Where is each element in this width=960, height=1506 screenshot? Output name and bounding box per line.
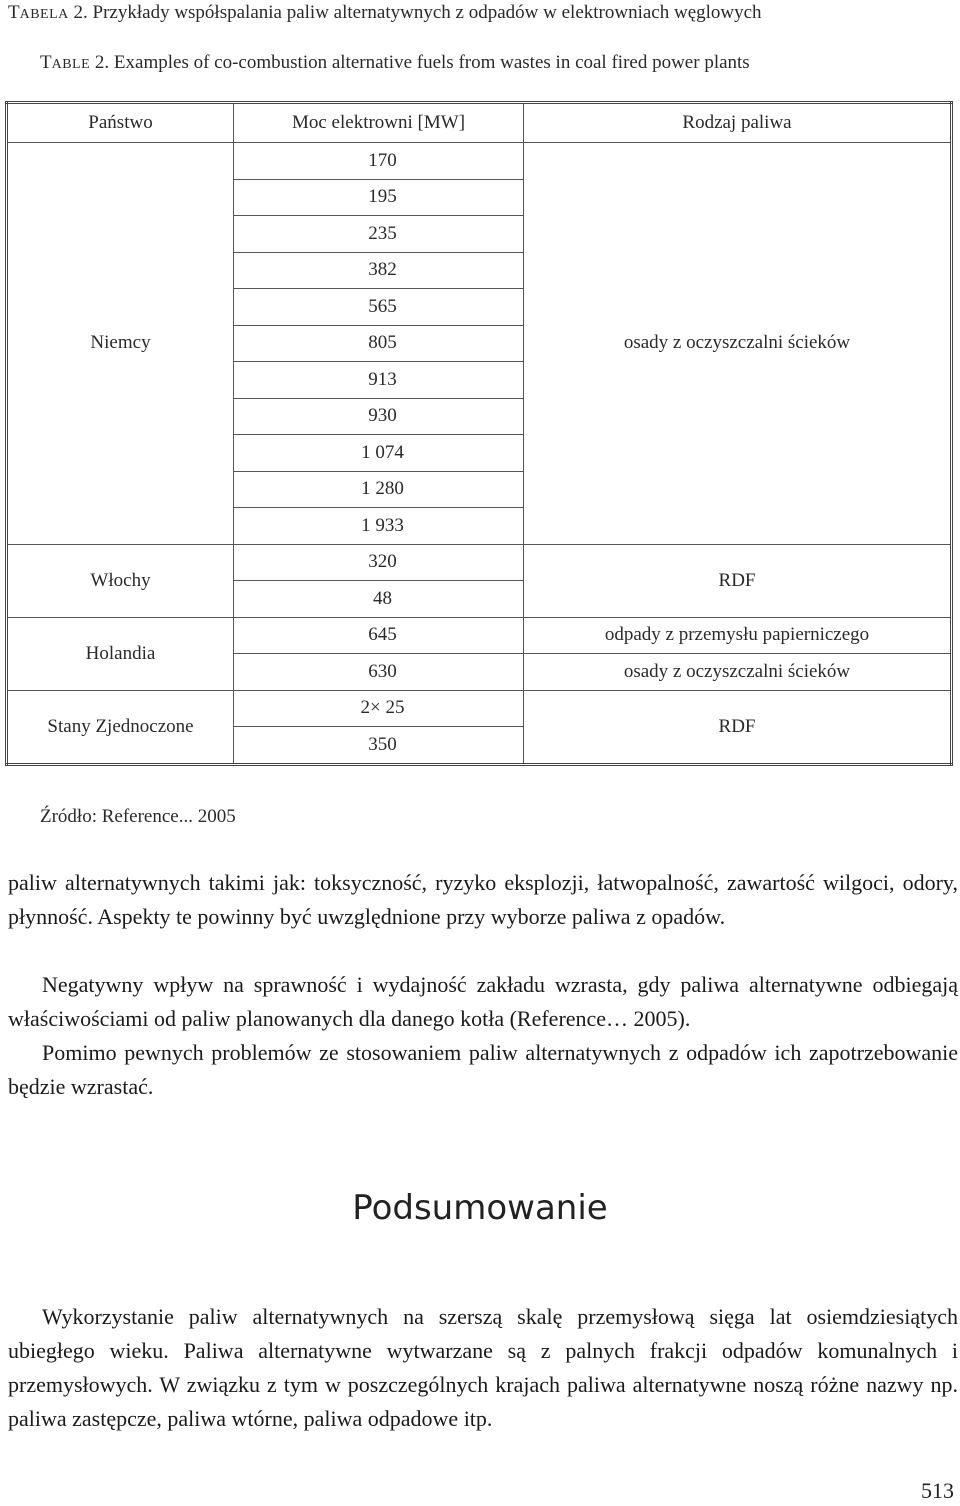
body-paragraph: Negatywny wpływ na sprawność i wydajność zakładu wzrasta, gdy paliwa alternatywne odbiegają właściwościami od paliw planowanych dla danego kotła (Reference… 2005).	[8, 972, 958, 1031]
capacity-cell: 48	[234, 581, 524, 618]
summary-paragraph: Wykorzystanie paliw alternatywnych na szerszą skalę przemysłową sięga lat osiemdziesiątych ubiegłego wieku. Paliwa alternatywne wytwarzane są z palnych frakcji odpadów komunalnych i przemysłowych. W związku z tym w poszczególnych krajach paliwa alternatywne noszą różne nazwy np. paliwa zastępcze, paliwa wtórne, paliwa odpadowe itp.	[8, 1304, 958, 1431]
body-paragraph: Pomimo pewnych problemów ze stosowaniem paliw alternatywnych z odpadów ich zapotrzebowanie będzie wzrastać.	[8, 1040, 958, 1099]
caption-text: 2. Przykłady współspalania paliw alternatywnych z odpadów w elektrowniach węglowych	[68, 2, 762, 23]
capacity-cell: 630	[234, 654, 524, 691]
caption-text: 2. Examples of co-combustion alternative fuels from wastes in coal fired power plants	[90, 52, 750, 73]
header-country: Państwo	[7, 103, 234, 143]
table-row	[7, 690, 952, 727]
table-row	[7, 544, 952, 581]
capacity-cell: 170	[234, 143, 524, 180]
country-cell: Stany Zjednoczone	[7, 690, 234, 764]
capacity-cell: 565	[234, 289, 524, 326]
country-cell: Niemcy	[7, 143, 234, 545]
capacity-cell: 2× 25	[234, 690, 524, 727]
capacity-cell: 805	[234, 325, 524, 362]
table-caption-polish	[8, 2, 960, 24]
table-row	[7, 143, 952, 180]
caption-label-rest: ABLE	[51, 57, 91, 72]
fuel-cell: osady z oczyszczalni ścieków	[524, 143, 952, 545]
fuel-cell: RDF	[524, 690, 952, 764]
caption-label-initial: T	[40, 52, 52, 73]
capacity-cell: 645	[234, 617, 524, 654]
country-cell: Włochy	[7, 544, 234, 617]
country-cell: Holandia	[7, 617, 234, 690]
table-caption-english	[40, 52, 960, 74]
table-header-row	[7, 103, 952, 143]
capacity-cell: 320	[234, 544, 524, 581]
table-row	[7, 617, 952, 654]
capacity-cell: 1 280	[234, 471, 524, 508]
capacity-cell: 235	[234, 216, 524, 253]
capacity-cell: 195	[234, 179, 524, 216]
capacity-cell: 1 933	[234, 508, 524, 545]
capacity-cell: 382	[234, 252, 524, 289]
fuel-cell: odpady z przemysłu papierniczego	[524, 617, 952, 654]
fuel-cell: osady z oczyszczalni ścieków	[524, 654, 952, 691]
capacity-cell: 930	[234, 398, 524, 435]
caption-label-initial: T	[8, 2, 20, 23]
co-combustion-table	[5, 101, 953, 766]
capacity-cell: 350	[234, 727, 524, 765]
caption-label-rest: ABELA	[19, 7, 69, 22]
table-source-note: Źródło: Reference... 2005	[40, 806, 236, 827]
fuel-cell: RDF	[524, 544, 952, 617]
page-number: 513	[921, 1478, 954, 1503]
header-fuel-type: Rodzaj paliwa	[524, 103, 952, 143]
capacity-cell: 913	[234, 362, 524, 399]
body-paragraph: paliw alternatywnych takimi jak: toksyczność, ryzyko eksplozji, łatwopalność, zawartość wilgoci, odory, płynność. Aspekty te powinny być uwzględnione przy wyborze paliwa z opadów.	[8, 870, 958, 929]
header-capacity: Moc elektrowni [MW]	[234, 103, 524, 143]
section-heading: Podsumowanie	[352, 1188, 608, 1228]
capacity-cell: 1 074	[234, 435, 524, 472]
